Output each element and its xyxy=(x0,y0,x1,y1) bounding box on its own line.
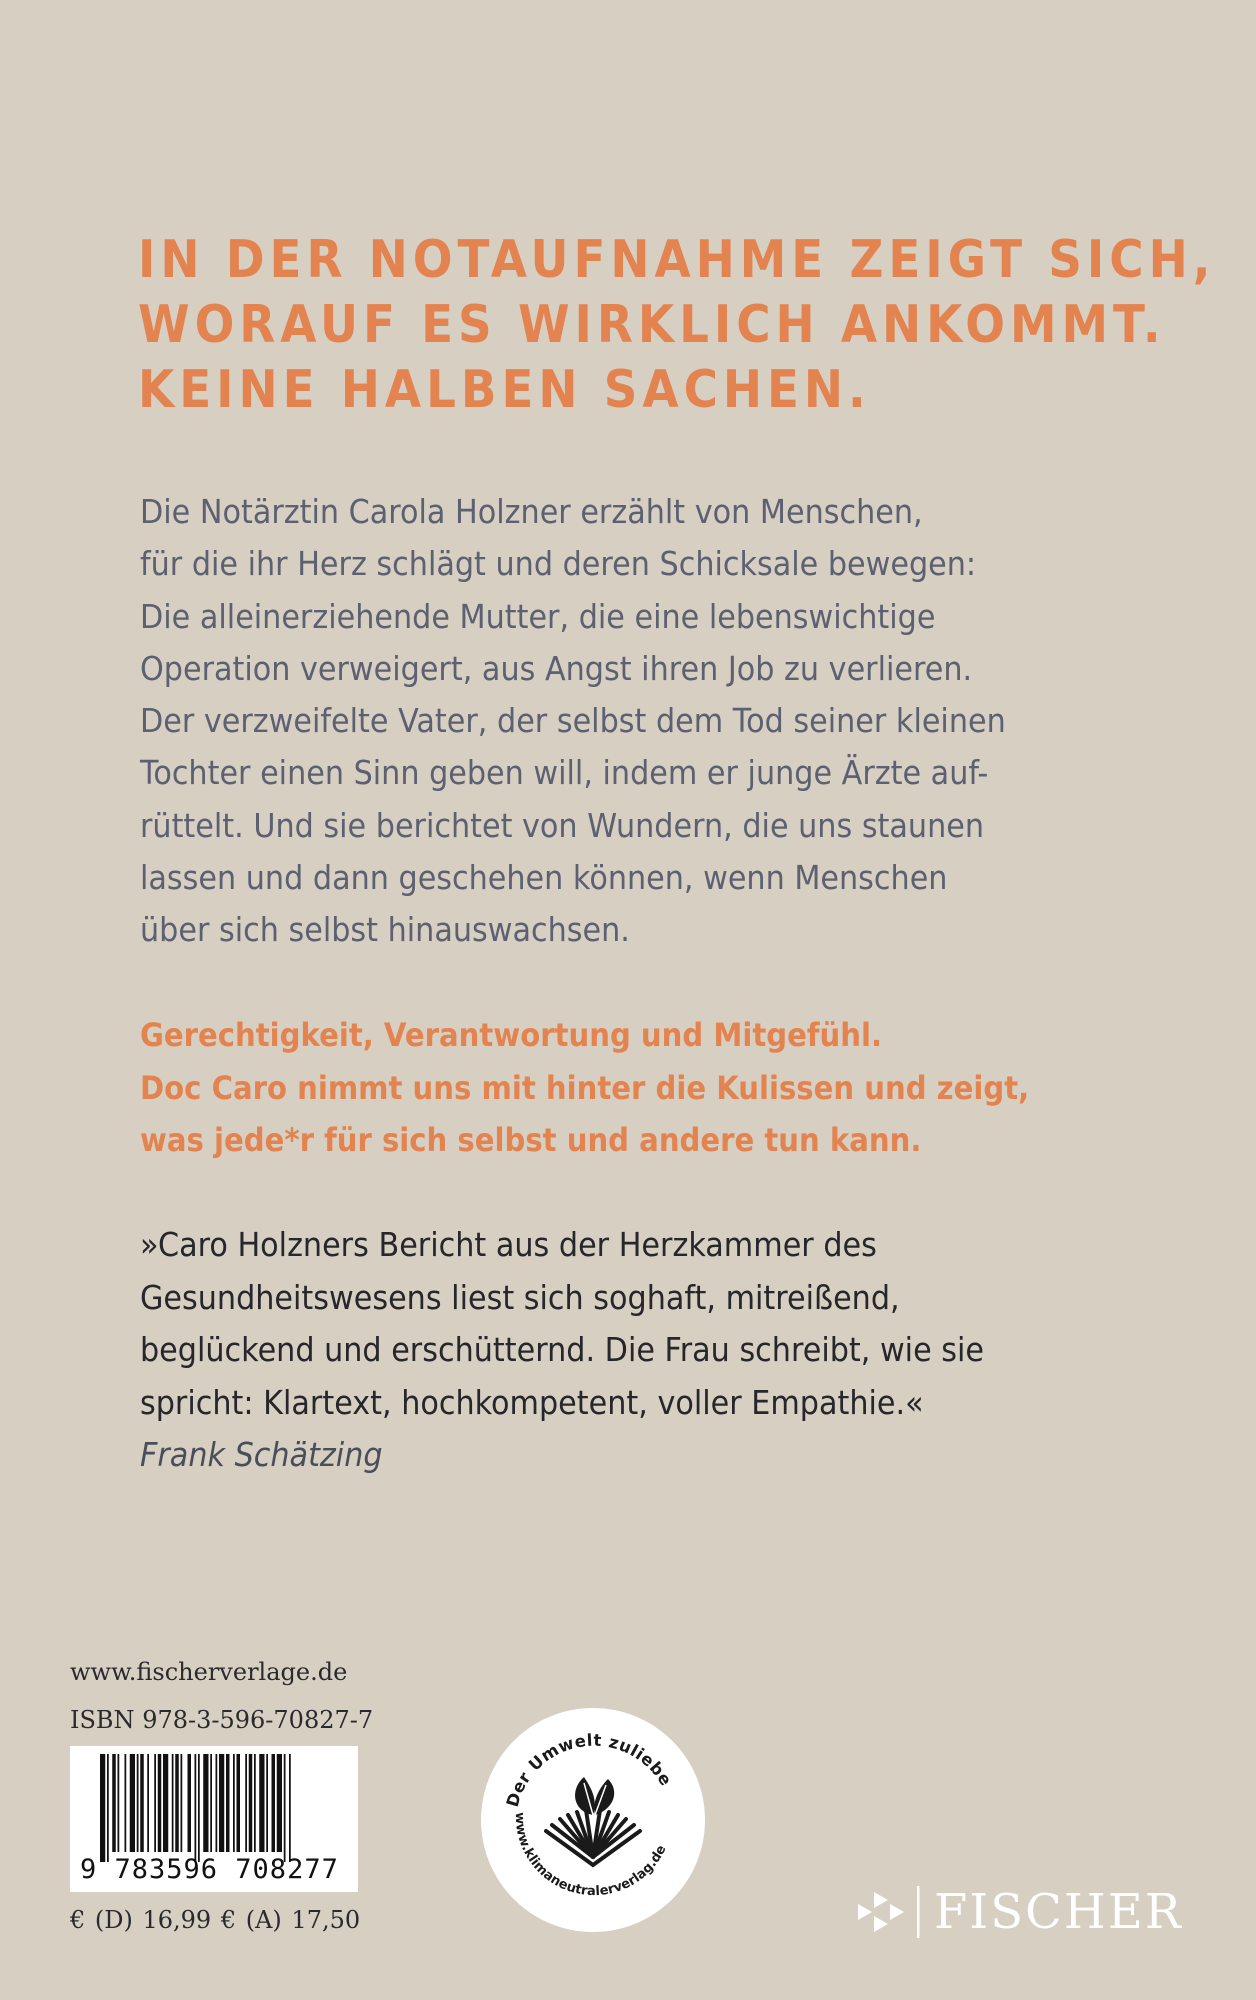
quote-line: beglückend und erschütternd. Die Frau schreibt, wie sie xyxy=(140,1331,985,1369)
barcode-bar xyxy=(118,1754,120,1852)
barcode-bar xyxy=(188,1754,192,1852)
publisher-name: FISCHER xyxy=(934,1884,1183,1940)
blurb-line: Die alleinerziehende Mutter, die eine lebenswichtige xyxy=(140,597,936,636)
barcode-bar xyxy=(147,1754,149,1852)
barcode-bar xyxy=(203,1754,208,1852)
blurb-line: Operation verweigert, aus Angst ihren Job zu verlieren. xyxy=(140,649,973,688)
blurb-line: Tochter einen Sinn geben will, indem er junge Ärzte auf- xyxy=(140,754,989,793)
barcode-bar xyxy=(210,1754,212,1852)
barcode-bar xyxy=(289,1754,291,1862)
barcode-bar xyxy=(226,1754,230,1852)
quote-author: Frank Schätzing xyxy=(140,1436,383,1474)
barcode-bar xyxy=(195,1754,197,1862)
barcode-bar xyxy=(249,1754,253,1852)
quote-line: spricht: Klartext, hochkompetent, voller Empathie.« xyxy=(140,1383,924,1422)
tagline-line: Doc Caro nimmt uns mit hinter die Kulissen und zeigt, xyxy=(140,1068,1030,1107)
review-quote xyxy=(140,1219,1089,1482)
blurb-paragraph xyxy=(140,486,1089,957)
barcode-bar xyxy=(272,1754,276,1852)
fish-emblem-icon xyxy=(858,1892,904,1932)
barcode-bar xyxy=(198,1754,200,1862)
barcode-bar xyxy=(130,1754,135,1852)
barcode-bar xyxy=(181,1754,183,1852)
barcode-bar xyxy=(219,1754,224,1852)
barcode-digits: 9 783596 708277 xyxy=(80,1854,339,1885)
barcode-bar xyxy=(277,1754,282,1852)
barcode-bar xyxy=(140,1754,144,1852)
barcode-bar xyxy=(112,1754,116,1852)
barcode-bar xyxy=(284,1754,286,1862)
headline xyxy=(138,228,1216,423)
tagline-line: was jede*r für sich selbst und andere tun kann. xyxy=(140,1121,922,1159)
quote-line: Gesundheitswesens liest sich soghaft, mitreißend, xyxy=(140,1278,900,1317)
logo-divider xyxy=(917,1886,920,1938)
barcode-bar xyxy=(172,1754,174,1852)
blurb-line: über sich selbst hinauswachsen. xyxy=(140,911,630,950)
blurb-line: für die ihr Herz schlägt und deren Schicksale bewegen: xyxy=(140,545,977,584)
publisher-website: www.fischerverlage.de xyxy=(70,1658,348,1686)
barcode-bar xyxy=(259,1754,264,1852)
barcode-bar xyxy=(137,1754,139,1852)
barcode-bar xyxy=(245,1754,247,1852)
barcode-bar xyxy=(233,1754,235,1852)
blurb-line: rüttelt. Und sie berichtet von Wundern, die uns staunen xyxy=(140,806,985,845)
blurb-line: Die Notärztin Carola Holzner erzählt von Menschen, xyxy=(140,493,923,531)
barcode-bar xyxy=(158,1754,162,1852)
badge-bottom-text: www.klimaneutralerverlag.de xyxy=(511,1812,670,1900)
barcode xyxy=(70,1746,358,1892)
publisher-logo xyxy=(852,1882,1192,1942)
barcode-bar xyxy=(100,1754,105,1862)
tagline xyxy=(140,1009,1068,1167)
barcode-bar xyxy=(237,1754,241,1852)
tagline-line: Gerechtigkeit, Verantwortung und Mitgefühl. xyxy=(140,1016,883,1054)
blurb-line: lassen und dann geschehen können, wenn Menschen xyxy=(140,859,948,898)
badge-top-text: Der Umwelt zuliebe xyxy=(502,1730,676,1810)
isbn-number: ISBN 978-3-596-70827-7 xyxy=(70,1706,374,1734)
barcode-bar xyxy=(266,1754,268,1852)
barcode-bar xyxy=(216,1754,218,1852)
barcode-bar xyxy=(125,1754,127,1852)
headline-line-1: IN DER NOTAUFNAHME ZEIGT SICH, xyxy=(138,230,1216,290)
quote-line: »Caro Holzners Bericht aus der Herzkammer des xyxy=(140,1226,877,1264)
headline-line-3: KEINE HALBEN SACHEN. xyxy=(138,360,871,420)
eco-badge-graphic xyxy=(480,1707,706,1933)
barcode-bar xyxy=(107,1754,109,1862)
barcode-bar xyxy=(154,1754,156,1852)
blurb-line: Der verzweifelte Vater, der selbst dem Tod seiner kleinen xyxy=(140,702,1006,741)
headline-line-2: WORAUF ES WIRKLICH ANKOMMT. xyxy=(138,295,1166,355)
barcode-bar xyxy=(254,1754,256,1852)
barcode-bar xyxy=(163,1754,168,1852)
climate-neutral-badge xyxy=(480,1707,706,1933)
barcode-bar xyxy=(175,1754,179,1852)
price-info: € (D) 16,99 € (A) 17,50 xyxy=(70,1906,361,1934)
